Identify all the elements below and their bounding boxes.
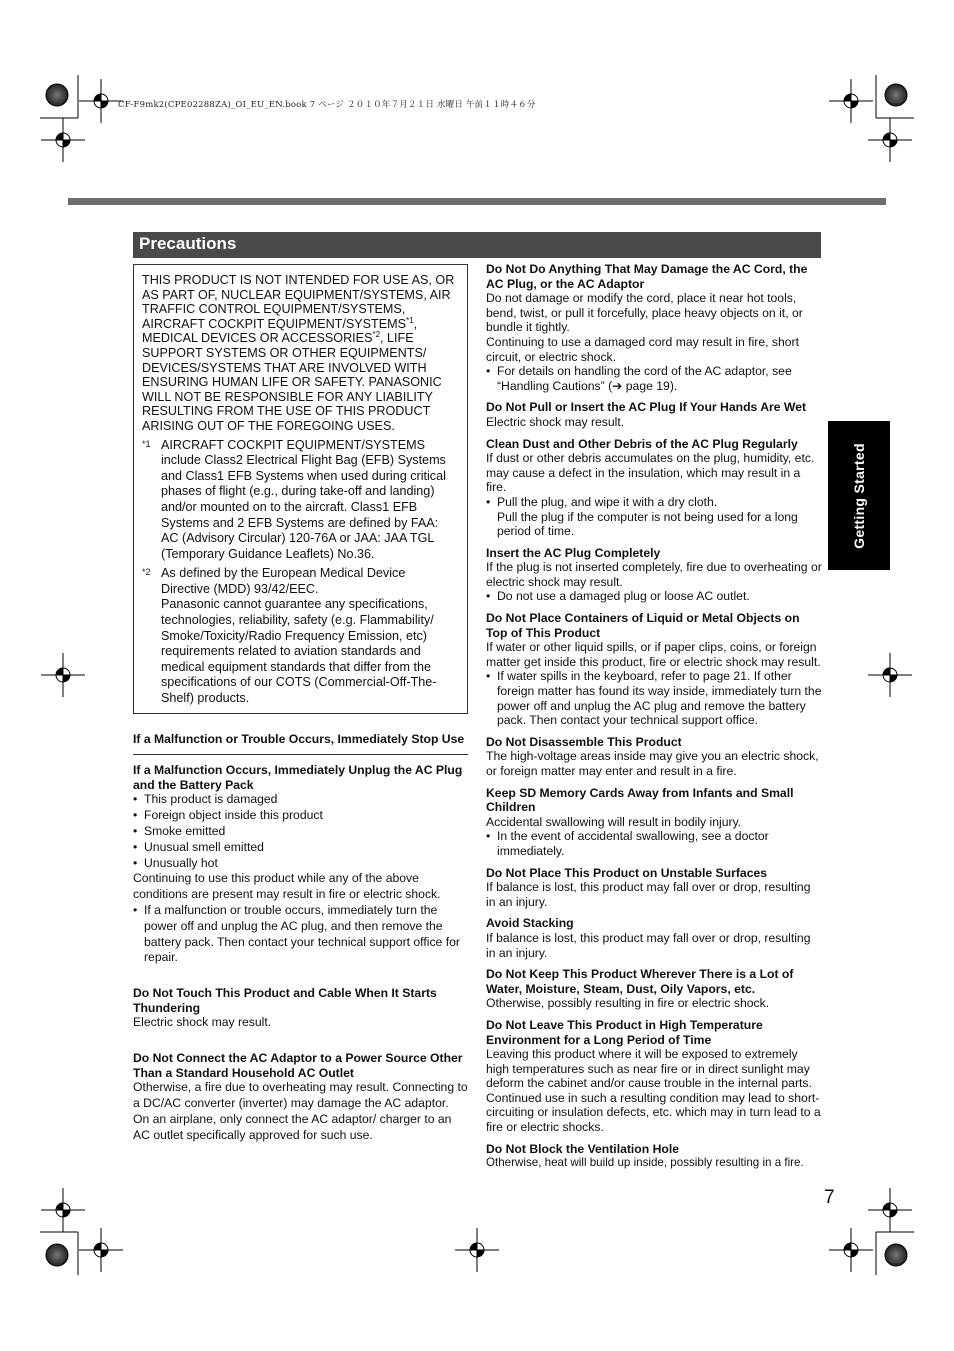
footnote-mark: *2: [142, 567, 151, 578]
footnote-ref-2: *2: [372, 330, 381, 340]
section-dust: [486, 437, 822, 539]
section-stop-use: [133, 732, 468, 756]
print-header: CF-F9mk2(CPE02288ZA)_OI_EU_EN.book 7 ページ ２０１０年７月２１日 水曜日 午前１１時４６分: [118, 100, 536, 110]
footnote-mark: *1: [142, 438, 151, 449]
section-heading: If a Malfunction Occurs, Immediately Unplug the AC Plug and the Battery Pack: [133, 763, 463, 792]
section-body: If dust or other debris accumulates on the plug, humidity, etc. may cause a defect in the insulation, which may result in a fire.: [486, 451, 815, 495]
section-heading: Do Not Place This Product on Unstable Surfaces: [486, 865, 768, 880]
section-moisture: [486, 967, 822, 1011]
section-heading: Do Not Connect the AC Adaptor to a Power Source Other Than a Standard Household AC Outlet: [133, 1051, 463, 1080]
footnote-text: AIRCRAFT COCKPIT EQUIPMENT/SYSTEMS include Class2 Electrical Flight Bag (EFB) Systems and Class1 EFB Systems when used during critical phases of flight (e.g., during take-off and landing) and/or mounted on to the aircraft. Class1 EFB Systems and 2 EFB Systems are defined by FAA: AC (Advisory Circular) 120-76A or JAA: JAA TGL (Temporary Guidance Leaflets) No.36.: [161, 437, 446, 561]
right-column: [486, 262, 822, 1178]
section-body: Otherwise, heat will build up inside, possibly resulting in a fire.: [486, 1156, 804, 1170]
section-note: • If water spills in the keyboard, refer to page 21. If other foreign matter has found its way inside, immediately turn the power off and unplug the AC plug and remove the battery pack. Then contact your technical support office.: [486, 669, 822, 727]
section-note: • For details on handling the cord of the AC adaptor, see “Handling Cautions” (➔ page 19).: [486, 364, 822, 393]
footnote-2: [142, 566, 457, 706]
section-cord: [486, 262, 822, 393]
section-note: • If a malfunction or trouble occurs, immediately turn the power off and unplug the AC plug, and then remove the battery pack. Then contact your technical support office for repair.: [133, 903, 468, 966]
section-insert-plug: [486, 546, 822, 604]
page-number: 7: [824, 1187, 835, 1208]
footnote-ref-1: *1: [406, 315, 414, 325]
section-heading: If a Malfunction or Trouble Occurs, Immediately Stop Use: [133, 731, 465, 746]
section-ventilation: [486, 1142, 822, 1171]
section-heading: Do Not Touch This Product and Cable When It Starts Thundering: [133, 986, 437, 1015]
section-heading: Do Not Disassemble This Product: [486, 734, 682, 749]
warning-text: THIS PRODUCT IS NOT INTENDED FOR USE AS, OR AS PART OF, NUCLEAR EQUIPMENT/SYSTEMS, AIR TRAFFIC CONTROL EQUIPMENT/SYSTEMS, AIRCRAFT COCKPIT EQUIPMENT/SYSTEMS$^{*1}$, MEDICAL DEVICES OR ACCESSORIES$^{*2}$, LIFE SUPPORT SYSTEMS OR OTHER EQUIPMENTS/ DEVICES/SYSTEMS THAT ARE INVOLVED WITH ENSURING HUMAN LIFE OR SAFETY. PANASONIC WILL NOT BE RESPONSIBLE FOR ANY LIABILITY RESULTING FROM THE USE OF THIS PRODUCT ARISING OUT OF THE FOREGOING USES.: [142, 273, 455, 433]
section-body: Continuing to use a damaged cord may result in fire, short circuit, or electric shock.: [486, 334, 799, 364]
section-note: • Do not use a damaged plug or loose AC outlet.: [486, 589, 822, 604]
list-item: • Foreign object inside this product: [133, 808, 468, 824]
section-body: Continuing to use this product while any of the above conditions are present may result in fire or electric shock.: [133, 871, 441, 902]
section-heading: Do Not Keep This Product Wherever There is a Lot of Water, Moisture, Steam, Dust, Oily Vapors, etc.: [486, 967, 794, 996]
section-heading: Do Not Pull or Insert the AC Plug If Your Hands Are Wet: [486, 400, 807, 415]
section-heading: Do Not Leave This Product in High Temperature Environment for a Long Period of Time: [486, 1017, 763, 1047]
list-item: • This product is damaged: [133, 792, 468, 808]
section-heading: Insert the AC Plug Completely: [486, 545, 661, 560]
section-heading: Do Not Do Anything That May Damage the AC Cord, the AC Plug, or the AC Adaptor: [486, 262, 808, 291]
list-item: • Unusual smell emitted: [133, 840, 468, 856]
section-body: Electric shock may result.: [133, 1015, 272, 1030]
section-body: Leaving this product where it will be exposed to extremely high temperatures such as near fire or in direct sunlight may deform the cabinet and/or cause trouble in the internal parts. Continued use in such a resulting condition may lead to short-circuiting or insulation defects, etc. which may in turn lead to a fire or electric shocks.: [486, 1047, 821, 1135]
top-rule: [68, 198, 886, 205]
section-heading: Avoid Stacking: [486, 916, 574, 931]
section-title: Precautions: [133, 232, 821, 258]
section-stacking: [486, 916, 822, 960]
section-unplug: [133, 763, 468, 966]
section-adaptor: [133, 1051, 468, 1143]
section-unstable: [486, 866, 822, 910]
side-tab-label: Getting Started: [851, 442, 867, 549]
footnote-text: As defined by the European Medical Device Directive (MDD) 93/42/EEC.: [161, 566, 406, 596]
section-body: If balance is lost, this product may fall over or drop, resulting in an injury.: [486, 930, 811, 960]
section-body: If water or other liquid spills, or if paper clips, coins, or foreign matter get inside this product, fire or electric shock may result.: [486, 640, 821, 669]
section-note: • Pull the plug, and wipe it with a dry cloth. Pull the plug if the computer is not being used for a long period of time.: [486, 495, 822, 539]
list-item: • Smoke emitted: [133, 824, 468, 840]
section-body: Do not damage or modify the cord, place it near hot tools, bend, twist, or pull it forcefully, place heavy objects on it, or bundle it tightly.: [486, 291, 803, 335]
section-body: Electric shock may result.: [486, 414, 625, 429]
section-liquid: [486, 611, 822, 728]
section-body: If balance is lost, this product may fall over or drop, resulting in an injury.: [486, 880, 811, 909]
side-tab-getting-started: [828, 421, 890, 570]
section-wet-hands: [486, 400, 822, 429]
section-heading: Do Not Place Containers of Liquid or Metal Objects on Top of This Product: [486, 611, 800, 640]
footnote-1: [142, 438, 457, 563]
section-body: If the plug is not inserted completely, fire due to overheating or electric shock may result.: [486, 560, 822, 589]
section-note: • In the event of accidental swallowing, see a doctor immediately.: [486, 829, 822, 858]
section-high-temperature: [486, 1018, 822, 1135]
section-body: Otherwise, a fire due to overheating may result. Connecting to a DC/AC converter (inverter) may damage the AC adaptor. On an airplane, only connect the AC adaptor/ charger to an AC outlet specifically approved for such use.: [133, 1080, 468, 1142]
list-item: • Unusually hot: [133, 856, 468, 872]
section-body: The high-voltage areas inside may give you an electric shock, or foreign matter may enter and result in a fire.: [486, 749, 819, 778]
section-heading: Keep SD Memory Cards Away from Infants and Small Children: [486, 785, 794, 815]
arrow-right-icon: ➔: [612, 378, 623, 393]
left-column: [133, 264, 468, 1151]
section-thunder: [133, 986, 468, 1031]
section-sd-cards: [486, 786, 822, 859]
section-heading: Do Not Block the Ventilation Hole: [486, 1141, 679, 1156]
footnote-text: Panasonic cannot guarantee any specifications, technologies, reliability, safety (e.g. Flammability/ Smoke/Toxicity/Radio Frequency Emission, etc) requirements related to aviation standards and medical equipment standards that differ from the specifications of our COTS (Commercial-Off-The-Shelf) products.: [161, 597, 437, 706]
symptom-list: [133, 792, 468, 871]
warning-box: [133, 264, 468, 714]
section-body: Otherwise, possibly resulting in fire or electric shock.: [486, 996, 770, 1011]
section-body: Accidental swallowing will result in bodily injury.: [486, 814, 742, 829]
section-heading: Clean Dust and Other Debris of the AC Plug Regularly: [486, 436, 798, 451]
section-disassemble: [486, 735, 822, 779]
